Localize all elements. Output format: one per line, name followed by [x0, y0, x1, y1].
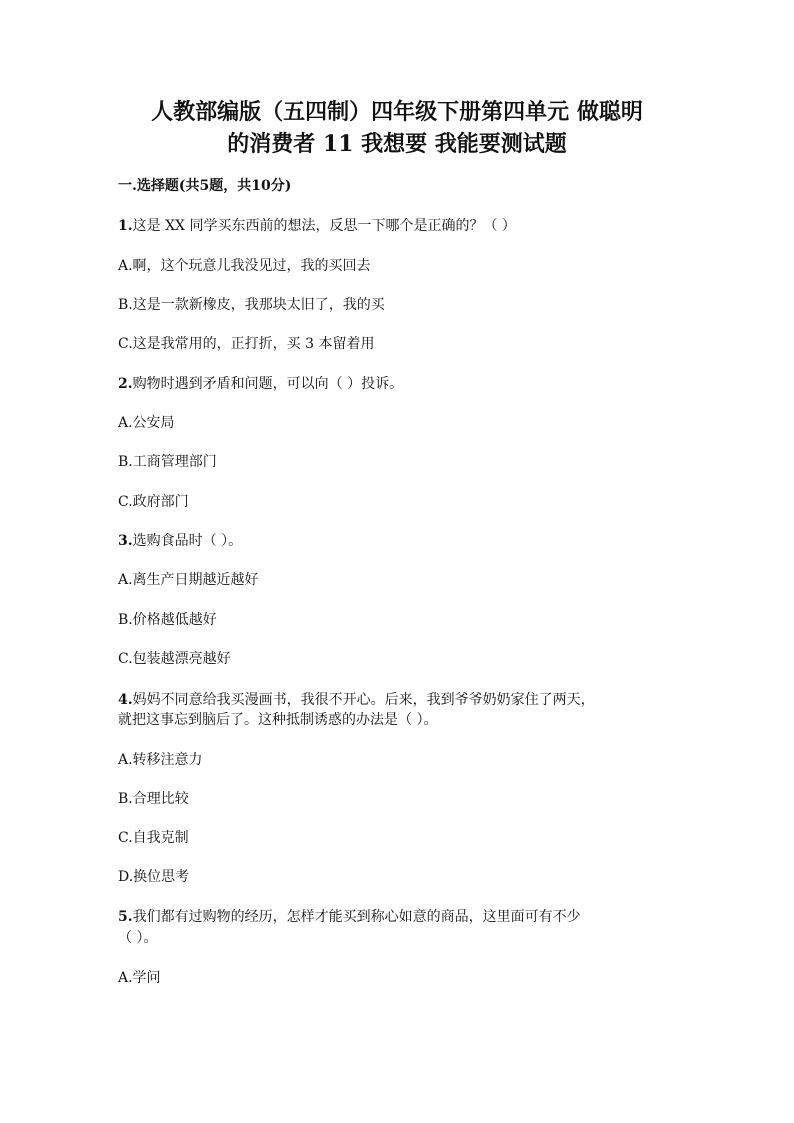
title-line-1: 人教部编版（五四制）四年级下册第四单元 做聪明	[151, 99, 643, 125]
question-2-option-c: C.政府部门	[118, 494, 189, 510]
title-line-2: 的消费者 11 我想要 我能要测试题	[227, 131, 567, 157]
question-number: 1.	[118, 218, 133, 234]
section-heading: 一.选择题(共5题，共10分)	[118, 178, 292, 194]
question-number: 2.	[118, 376, 133, 392]
question-2-stem	[118, 374, 678, 394]
question-4-option-a: A.转移注意力	[118, 752, 203, 768]
question-3-option-a: A.离生产日期越近越好	[118, 572, 259, 588]
question-4-stem-line-2: 就把这事忘到脑后了。这种抵制诱惑的办法是（ ）。	[118, 712, 438, 728]
question-1-option-a: A.啊，这个玩意儿我没见过，我的买回去	[118, 258, 371, 274]
question-text: 这是 XX 同学买东西前的想法，反思一下哪个是正确的？（ ）	[132, 218, 516, 234]
question-3-stem	[118, 531, 678, 551]
question-text: 妈妈不同意给我买漫画书，我很不开心。后来，我到爷爷奶奶家住了两天，	[132, 692, 595, 708]
question-text: 我们都有过购物的经历，怎样才能买到称心如意的商品，这里面可有不少	[132, 909, 581, 925]
document-title	[100, 96, 694, 160]
question-3-option-c: C.包装越漂亮越好	[118, 651, 231, 667]
question-4-option-c: C.自我克制	[118, 830, 189, 846]
question-number: 5.	[118, 909, 133, 925]
question-number: 4.	[118, 692, 133, 708]
question-text: 选购食品时（ ）。	[132, 533, 243, 549]
question-1-option-c: C.这是我常用的，正打折，买 3 本留着用	[118, 336, 375, 352]
question-2-option-a: A.公安局	[118, 415, 175, 431]
question-3-option-b: B.价格越低越好	[118, 612, 217, 628]
question-4-option-d: D.换位思考	[118, 869, 190, 885]
question-1-stem	[118, 216, 678, 236]
question-4-stem-line-1	[118, 690, 678, 710]
question-5-stem-line-1	[118, 907, 678, 927]
question-2-option-b: B.工商管理部门	[118, 454, 217, 470]
question-4-option-b: B.合理比较	[118, 791, 189, 807]
question-text: 购物时遇到矛盾和问题，可以向（ ）投诉。	[132, 376, 404, 392]
question-5-option-a: A.学问	[118, 970, 161, 986]
question-number: 3.	[118, 533, 133, 549]
question-1-option-b: B.这是一款新橡皮，我那块太旧了，我的买	[118, 297, 385, 313]
question-5-stem-line-2: （ ）。	[118, 930, 158, 946]
